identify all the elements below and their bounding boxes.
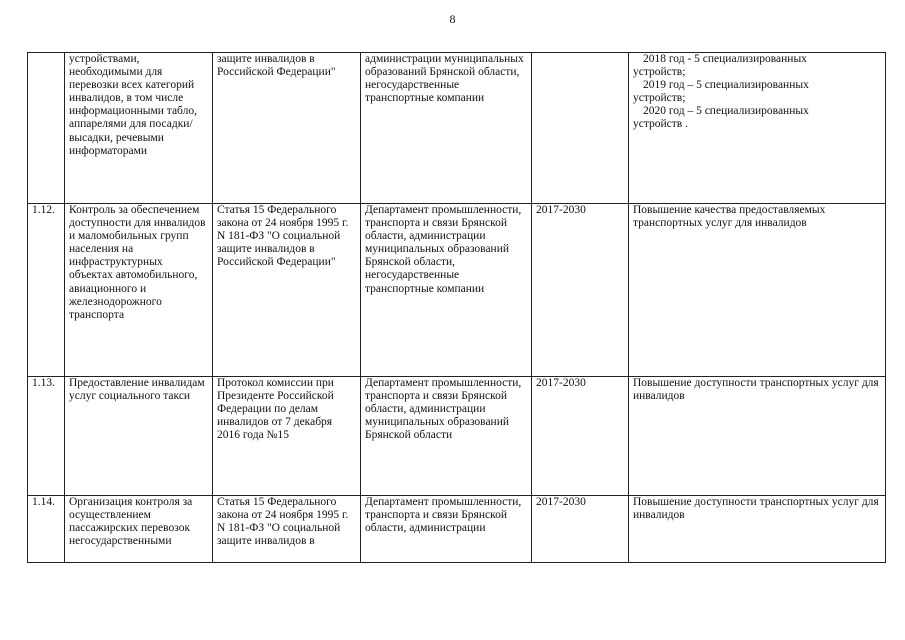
cell-text: 1.14. — [32, 496, 55, 508]
cell-measure — [65, 496, 213, 563]
result-line: 2019 год – 5 специализированных — [643, 79, 809, 92]
cell-period: 2017-2030 — [532, 204, 629, 377]
cell-result — [629, 53, 886, 204]
cell-text: Повышение доступности транспортных услуг для инвалидов — [633, 496, 879, 522]
measures-table — [27, 52, 886, 563]
cell-result: Повышение качества предоставляемых транспортных услуг для инвалидов — [629, 204, 886, 377]
result-line-cont: устройств . — [633, 118, 688, 131]
page-number: 8 — [449, 12, 456, 26]
cell-basis: Протокол комиссии при Президенте Российской Федерации по делам инвалидов от 7 декабря 2016 года №15 — [213, 377, 361, 496]
cell-text: Организация контроля за осуществлением пассажирских перевозок негосударственными — [69, 496, 193, 548]
cell-result: Повышение доступности транспортных услуг для инвалидов — [629, 377, 886, 496]
cell-number: 1.13. — [28, 377, 65, 496]
cell-executor: Департамент промышленности, транспорта и связи Брянской области, администрации муниципальных образований Брянской области, негосударственные транспортные компании — [361, 204, 532, 377]
cell-executor — [361, 496, 532, 563]
cell-measure: устройствами, необходимыми для перевозки всех категорий инвалидов, в том числе информационными табло, аппарелями для посадки/высадки, речевыми информаторами — [65, 53, 213, 204]
result-line-cont: устройств; — [633, 92, 686, 105]
cell-number — [28, 53, 65, 204]
cell-executor: администрации муниципальных образований Брянской области, негосударственные транспортные компании — [361, 53, 532, 204]
cell-executor: Департамент промышленности, транспорта и связи Брянской области, администрации муниципальных образований Брянской области — [361, 377, 532, 496]
table-row — [28, 496, 886, 563]
cell-measure: Контроль за обеспечением доступности для инвалидов и маломобильных групп населения на инфраструктурных объектах автомобильного, авиационного и железнодорожного транспорта — [65, 204, 213, 377]
cell-period: 2017-2030 — [532, 377, 629, 496]
table-row — [28, 377, 886, 496]
cell-period — [532, 53, 629, 204]
cell-basis — [213, 496, 361, 563]
cell-measure: Предоставление инвалидам услуг социального такси — [65, 377, 213, 496]
cell-text: Департамент промышленности, транспорта и связи Брянской области, администрации — [365, 496, 522, 535]
result-line: 2018 год - 5 специализированных — [643, 53, 807, 65]
cell-number: 1.12. — [28, 204, 65, 377]
table-row — [28, 53, 886, 204]
cell-result — [629, 496, 886, 563]
cell-period — [532, 496, 629, 563]
cell-text: 2017-2030 — [536, 496, 586, 508]
result-line: 2020 год – 5 специализированных — [643, 105, 809, 118]
table-row — [28, 204, 886, 377]
cell-text: Статья 15 Федерального закона от 24 ноября 1995 г. N 181-ФЗ "О социальной защите инвалидов в — [217, 496, 349, 548]
cell-number — [28, 496, 65, 563]
result-line-cont: устройств; — [633, 66, 686, 79]
cell-basis: Статья 15 Федерального закона от 24 ноября 1995 г. N 181-ФЗ "О социальной защите инвалидов в Российской Федерации" — [213, 204, 361, 377]
cell-basis: защите инвалидов в Российской Федерации" — [213, 53, 361, 204]
